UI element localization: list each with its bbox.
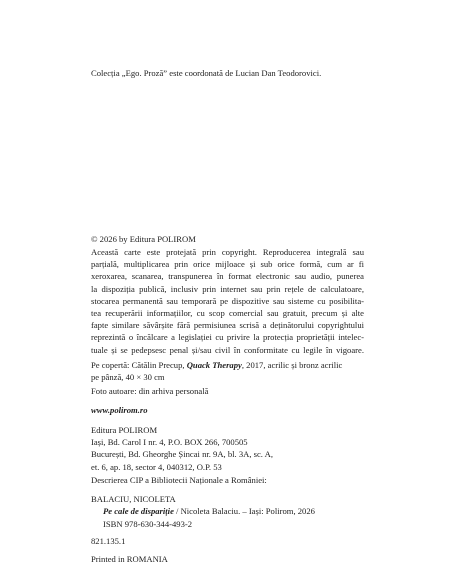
publisher-address-line: et. 6, ap. 18, sector 4, 040312, O.P. 53 xyxy=(91,461,222,472)
photo-credit-text: Foto autoare: din arhiva personală xyxy=(91,386,209,396)
cip-author: BALACIU, NICOLETA xyxy=(91,494,176,505)
photo-credit xyxy=(91,385,364,397)
rights-line: stocarea permanentă sau temporară pe dispozitive sau sisteme cu posibilita- xyxy=(91,295,364,306)
cover-prefix: Pe copertă: Cătălin Precup, xyxy=(91,360,187,370)
website-link[interactable]: www.polirom.ro xyxy=(91,405,148,415)
copyright-text: © 2026 by Editura POLIROM xyxy=(91,234,196,244)
rights-line: reprezintă o încălcare a legislației cu privire la protecția proprietății intelec- xyxy=(91,332,364,343)
printed-in-text: Printed in ROMANIA xyxy=(91,554,168,564)
cover-credit-line xyxy=(91,359,364,371)
cip-heading: Descrierea CIP a Bibliotecii Naționale a României: xyxy=(91,475,267,485)
rights-line: tea recuperării informațiilor, cu scop comercial sau gratuit, precum și alte xyxy=(91,308,364,319)
cover-work-title: Quack Therapy xyxy=(186,360,242,370)
cip-title-line xyxy=(91,505,364,517)
rights-line: xeroxarea, scanarea, transpunerea în format electronic sau audio, punerea xyxy=(91,271,364,282)
publisher-name: Editura POLIROM xyxy=(91,425,158,435)
rights-line: parțială, multiplicarea prin orice mijloace și sub orice formă, cum ar fi xyxy=(91,259,364,270)
series-note-text: Colecția „Ego. Proză” este coordonată de Lucian Dan Teodorovici. xyxy=(91,68,322,78)
rights-paragraph xyxy=(91,246,364,356)
cip-block xyxy=(91,474,364,530)
classification-code: 821.135.1 xyxy=(91,536,126,546)
rights-line: tuale și se pedepsesc penal și/sau civil în conformitate cu legile în vigoare. xyxy=(91,344,364,355)
cip-isbn: ISBN 978-630-344-493-2 xyxy=(103,518,193,529)
publisher-address-line: București, Bd. Gheorghe Șincai nr. 9A, bl. 3A, sc. A, xyxy=(91,449,273,460)
cover-credit xyxy=(91,359,364,383)
website xyxy=(91,404,364,416)
classification xyxy=(91,535,364,547)
copyright-notice xyxy=(91,233,364,245)
cover-suffix: , 2017, acrilic și bronz acrilic xyxy=(241,360,343,370)
printed-in xyxy=(91,553,364,565)
cip-details: / Nicoleta Balaciu. – Iași: Polirom, 2026 xyxy=(173,506,315,517)
publisher-address-line: Iași, Bd. Carol I nr. 4, P.O. BOX 266, 700505 xyxy=(91,437,248,448)
cip-book-title: Pe cale de dispariție xyxy=(103,506,174,517)
rights-line: fapte similare săvârșite fără permisiunea scrisă a deținătorului copyrightului xyxy=(91,320,364,331)
publisher-block xyxy=(91,424,364,473)
cover-credit-line-2: pe pânză, 40 × 30 cm xyxy=(91,372,165,383)
series-note xyxy=(91,67,364,79)
rights-line: la dispoziția publică, inclusiv prin internet sau prin rețele de calculatoare, xyxy=(91,283,364,294)
rights-line: Această carte este protejată prin copyright. Reproducerea integrală sau xyxy=(91,247,364,257)
